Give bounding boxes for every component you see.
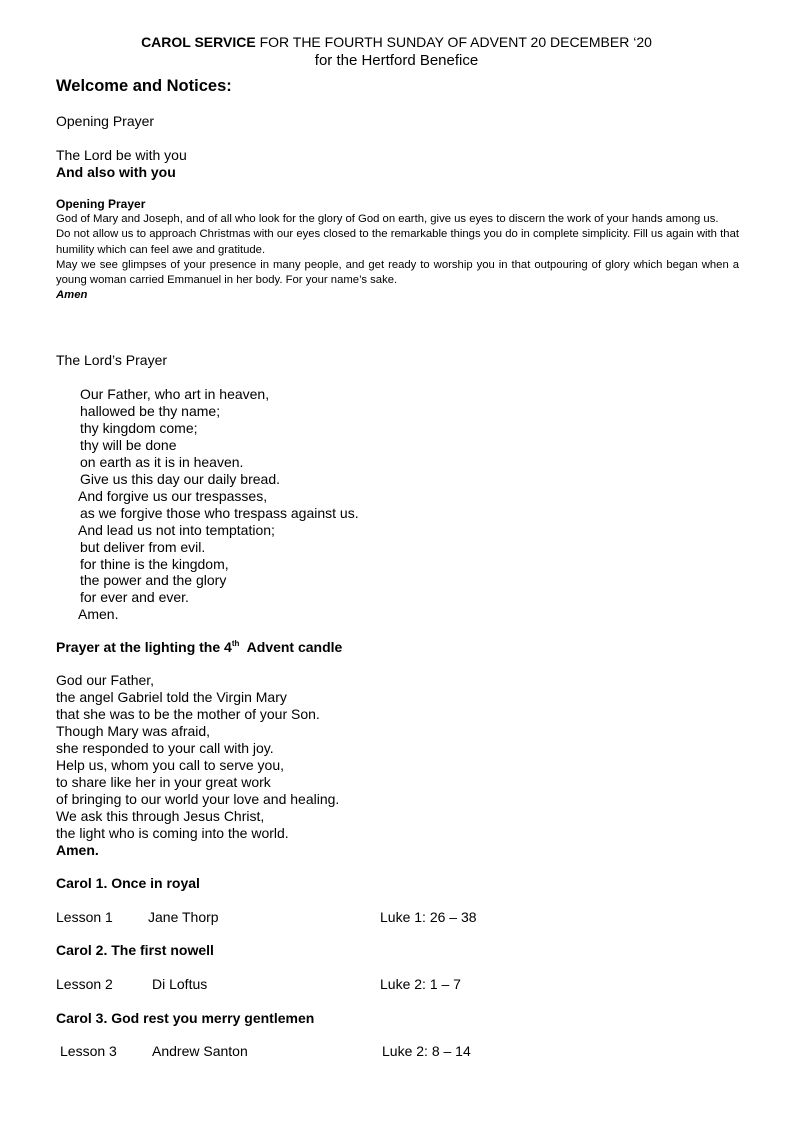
candle-prayer-text (56, 672, 339, 858)
lesson-reader: Di Loftus (152, 976, 208, 992)
prayer-line: Help us, whom you call to serve you, (56, 756, 284, 773)
lesson-reader: Jane Thorp (148, 909, 219, 925)
lesson-number: Lesson 3 (60, 1043, 117, 1059)
service-subtitle: for the Hertford Benefice (314, 52, 479, 69)
prayer-line: Though Mary was afraid, (56, 722, 211, 739)
lords-prayer-heading: The Lord’s Prayer (56, 352, 168, 368)
opening-prayer-paragraph: God of Mary and Joseph, and of all who look for the glory of God on earth, give us eyes to discern the work of your hands among us. (56, 213, 719, 226)
prayer-line: the light who is coming into the world. (56, 824, 289, 841)
lesson-reading: Luke 2: 8 – 14 (382, 1043, 471, 1059)
prayer-line: We ask this through Jesus Christ, (56, 807, 265, 824)
opening-prayer-paragraph: May we see glimpses of your presence in many people, and get ready to worship you in that outpouring of glory which began when a young woman carried Emmanuel in her body. For your name’s sake. (56, 258, 739, 287)
prayer-line: of bringing to our world your love and healing. (56, 790, 340, 807)
opening-prayer-amen: Amen (56, 289, 88, 302)
prayer-line: Amen. (78, 606, 119, 623)
welcome-heading: Welcome and Notices: (56, 77, 232, 95)
service-title-rest: FOR THE FOURTH SUNDAY OF ADVENT 20 DECEMBER ‘20 (255, 34, 652, 50)
candle-heading-superscript: th (231, 639, 240, 648)
carol-heading: Carol 2. The first nowell (56, 942, 214, 958)
prayer-line: but deliver from evil. (80, 538, 206, 555)
prayer-line: Give us this day our daily bread. (80, 470, 280, 487)
prayer-line: And forgive us our trespasses, (78, 487, 268, 504)
greeting-response: And also with you (56, 164, 176, 180)
lesson-reader: Andrew Santon (152, 1043, 248, 1059)
lesson-reading: Luke 1: 26 – 38 (380, 909, 477, 925)
opening-prayer-block (56, 197, 739, 303)
prayer-line: for thine is the kingdom, (80, 555, 229, 572)
candle-heading-text: Prayer at the lighting the 4 (56, 639, 232, 655)
prayer-line: God our Father, (56, 672, 155, 688)
opening-prayer-label: Opening Prayer (56, 113, 155, 129)
prayer-line: for ever and ever. (80, 589, 189, 606)
prayer-line: on earth as it is in heaven. (80, 453, 244, 470)
prayer-line: the power and the glory (80, 572, 227, 589)
service-title (0, 34, 793, 51)
greeting-call: The Lord be with you (56, 147, 187, 163)
prayer-line: she responded to your call with joy. (56, 739, 274, 756)
service-title-bold: CAROL SERVICE (141, 34, 256, 50)
lesson-reading: Luke 2: 1 – 7 (380, 976, 461, 992)
prayer-line: the angel Gabriel told the Virgin Mary (56, 688, 287, 705)
lesson-number: Lesson 2 (56, 976, 113, 992)
prayer-line: hallowed be thy name; (80, 402, 221, 419)
prayer-line: as we forgive those who trespass against us. (80, 504, 359, 521)
candle-prayer-heading (56, 639, 342, 656)
candle-heading-text-end: Advent candle (239, 639, 343, 655)
prayer-line: thy will be done (80, 436, 177, 453)
opening-prayer-paragraph: Do not allow us to approach Christmas with our eyes closed to the remarkable things you do in complete simplicity. Fill us again with that humility which can feel awe and gratitude. (56, 228, 739, 256)
prayer-line: Our Father, who art in heaven, (80, 386, 270, 402)
carol-heading: Carol 1. Once in royal (56, 875, 200, 891)
lords-prayer-text (56, 386, 359, 623)
lesson-number: Lesson 1 (56, 909, 113, 925)
opening-prayer-heading: Opening Prayer (56, 197, 146, 211)
carol-heading: Carol 3. God rest you merry gentlemen (56, 1010, 315, 1026)
prayer-line: to share like her in your great work (56, 773, 271, 790)
prayer-line: that she was to be the mother of your Son. (56, 705, 320, 722)
prayer-line: thy kingdom come; (80, 419, 198, 436)
candle-prayer-amen: Amen. (56, 841, 99, 858)
prayer-line: And lead us not into temptation; (78, 521, 275, 538)
